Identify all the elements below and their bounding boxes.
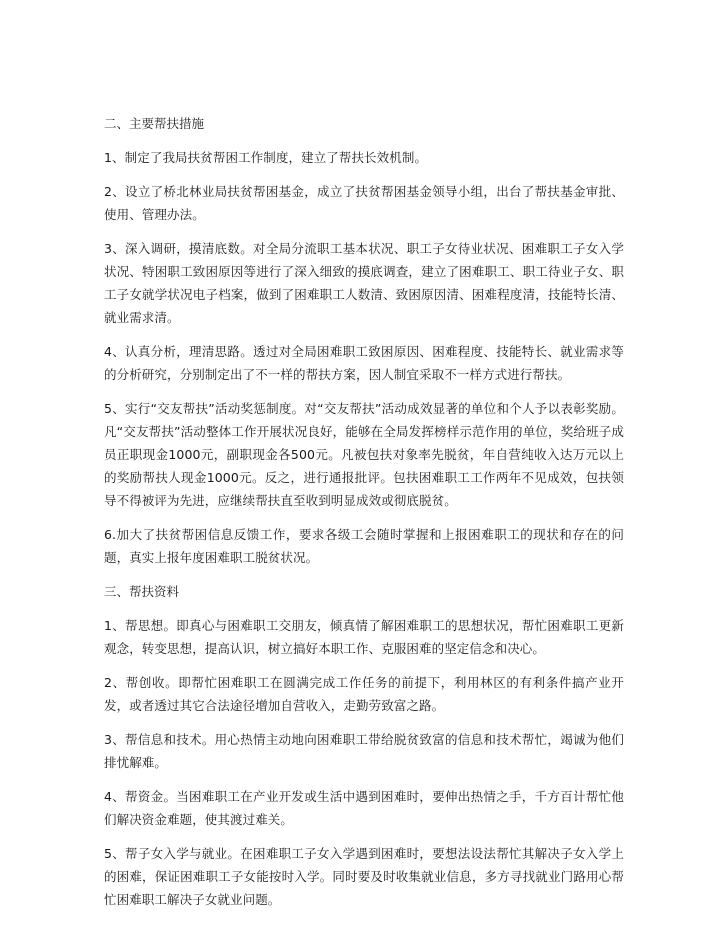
section-3-item-1: 1、帮思想。即真心与困难职工交朋友，倾真情了解困难职工的思想状况，帮忙困难职工更新观念，转变思想，提高认识，树立搞好本职工作、克服困难的坚定信念和决心。 (104, 618, 624, 656)
section-2-item-6: 6.加大了扶贫帮困信息反馈工作，要求各级工会随时掌握和上报困难职工的现状和存在的问题，真实上报年度困难职工脱贫状况。 (104, 527, 624, 565)
section-2-item-1: 1、制定了我局扶贫帮困工作制度，建立了帮扶长效机制。 (104, 150, 428, 165)
section-2-item-3: 3、深入调研，摸清底数。对全局分流职工基本状况、职工子女待业状况、困难职工子女入学状况、特困职工致困原因等进行了深入细致的摸底调查，建立了困难职工、职工待业子女、职工子女就学状况电子档案，做到了困难职工人数清、致困原因清、困难程度清，技能特长清、就业需求清。 (104, 241, 624, 325)
section-3-item-3: 3、帮信息和技术。用心热情主动地向困难职工带给脱贫致富的信息和技术帮忙，竭诚为他们排忧解难。 (104, 732, 624, 770)
section-3-heading: 三、帮扶资料 (104, 584, 180, 599)
section-2-heading: 二、主要帮扶措施 (104, 116, 205, 131)
section-2-item-4: 4、认真分析，理清思路。透过对全局困难职工致困原因、困难程度、技能特长、就业需求等的分析研究，分别制定出了不一样的帮扶方案，因人制宜采取不一样方式进行帮扶。 (104, 344, 624, 382)
section-3-item-4: 4、帮资金。当困难职工在产业开发或生活中遇到困难时，要伸出热情之手，千方百计帮忙他们解决资金难题，使其渡过难关。 (104, 789, 624, 827)
section-2-item-2: 2、设立了桥北林业局扶贫帮困基金，成立了扶贫帮困基金领导小组，出台了帮扶基金审批、使用、管理办法。 (104, 184, 624, 222)
document-body (104, 112, 624, 922)
section-3-item-5: 5、帮子女入学与就业。在困难职工子女入学遇到困难时，要想法设法帮忙其解决子女入学上的困难，保证困难职工子女能按时入学。同时要及时收集就业信息，多方寻找就业门路用心帮忙困难职工解决子女就业问题。 (104, 846, 624, 907)
section-2-item-5: 5、实行“交友帮扶”活动奖惩制度。对“交友帮扶”活动成效显著的单位和个人予以表彰奖励。凡“交友帮扶”活动整体工作开展状况良好，能够在全局发挥榜样示范作用的单位，奖给班子成员正职现金1000元，副职现金各500元。凡被包扶对象率先脱贫，年自营纯收入达万元以上的奖励帮扶人现金1000元。反之，进行通报批评。包扶困难职工工作两年不见成效，包扶领导不得被评为先进，应继续帮扶直至收到明显成效或彻底脱贫。 (104, 401, 624, 508)
section-3-item-2: 2、帮创收。即帮忙困难职工在圆满完成工作任务的前提下，利用林区的有利条件搞产业开发，或者透过其它合法途径增加自营收入，走勤劳致富之路。 (104, 675, 624, 713)
